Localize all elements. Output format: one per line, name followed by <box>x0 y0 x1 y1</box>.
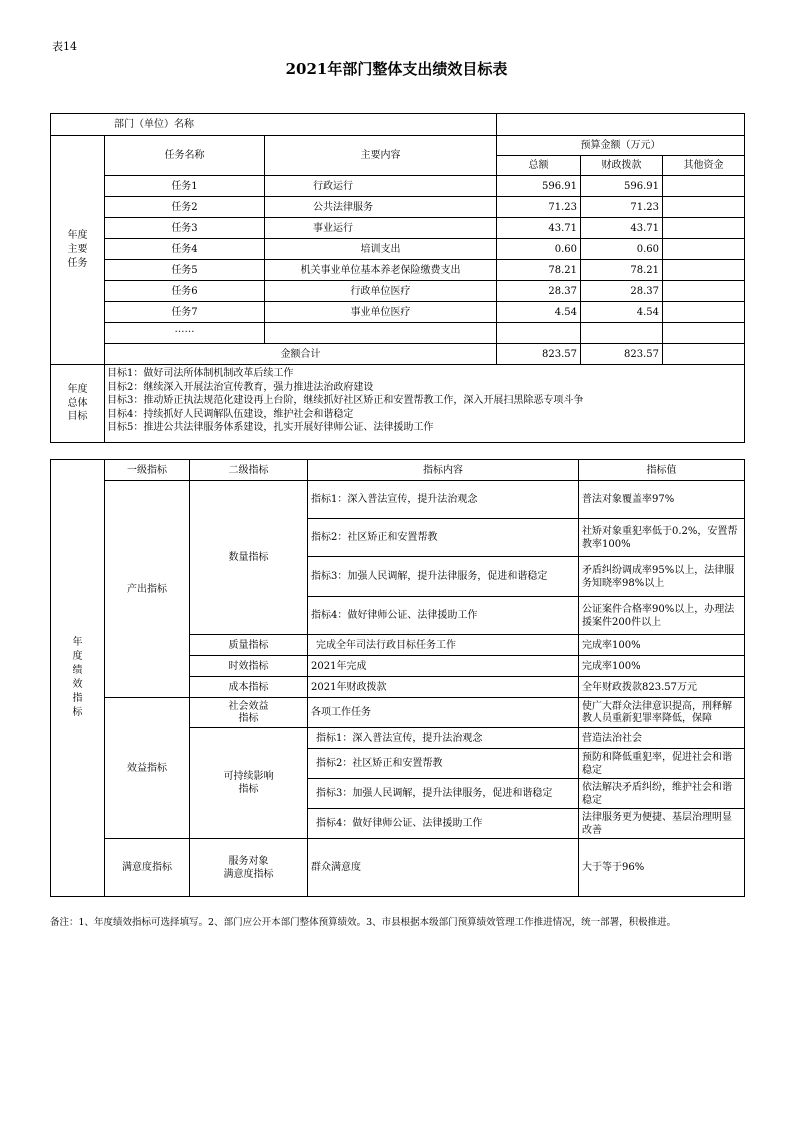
task-other <box>663 218 745 239</box>
indicator-value: 矛盾纠纷调成率95%以上，法律服务知晓率98%以上 <box>579 557 745 597</box>
time-content: 2021年完成 <box>308 656 579 677</box>
goal-item: 目标2：继续深入开展法治宣传教育，强力推进法治政府建设 <box>107 381 374 393</box>
task-fiscal: 4.54 <box>581 302 663 323</box>
tasks-table <box>50 113 745 443</box>
task-row <box>51 176 745 197</box>
cost-value: 全年财政拨款823.57万元 <box>579 677 745 698</box>
perf-label: 年 度 绩 效 指 标 <box>51 460 105 897</box>
indicator-content: 指标4：做好律师公证、法律援助工作 <box>308 809 579 839</box>
sum-fiscal: 823.57 <box>581 344 663 365</box>
perf-col1-header: 一级指标 <box>105 460 190 481</box>
indicator-value: 法律服务更为便捷、基层治理明显改善 <box>579 809 745 839</box>
budget-total-header: 总额 <box>497 156 581 176</box>
task-total: 78.21 <box>497 260 581 281</box>
quality-value: 完成率100% <box>579 635 745 656</box>
task-fiscal: 0.60 <box>581 239 663 260</box>
time-value: 完成率100% <box>579 656 745 677</box>
output-label: 产出指标 <box>105 481 190 698</box>
indicator-content: 指标2：社区矫正和安置帮教 <box>308 519 579 557</box>
task-row <box>51 239 745 260</box>
service-label: 服务对象 满意度指标 <box>190 839 308 897</box>
goals-cell <box>105 365 745 443</box>
task-total: 0.60 <box>497 239 581 260</box>
task-row <box>51 218 745 239</box>
goal-item: 目标5：推进公共法律服务体系建设，扎实开展好律师公证、法律援助工作 <box>107 422 434 433</box>
task-name-header: 任务名称 <box>105 136 265 176</box>
indicator-value: 社矫对象重犯率低于0.2%，安置帮教率100% <box>579 519 745 557</box>
task-fiscal: 596.91 <box>581 176 663 197</box>
quality-label: 质量指标 <box>190 635 308 656</box>
social-value: 使广大群众法律意识提高，刑释解教人员重新犯罪率降低，保障 <box>579 698 745 728</box>
task-other <box>663 281 745 302</box>
task-total: 71.23 <box>497 197 581 218</box>
quality-content: 完成全年司法行政目标任务工作 <box>308 635 579 656</box>
perf-col2-header: 二级指标 <box>190 460 308 481</box>
indicator-value: 营造法治社会 <box>579 728 745 749</box>
benefit-label: 效益指标 <box>105 698 190 839</box>
task-row <box>51 302 745 323</box>
satisfaction-content: 群众满意度 <box>308 839 579 897</box>
annual-tasks-label: 年度 主要 任务 <box>51 136 105 365</box>
sum-label: 金额合计 <box>105 344 497 365</box>
table-number: 表14 <box>52 40 77 53</box>
time-label: 时效指标 <box>190 656 308 677</box>
indicator-value: 公证案件合格率90%以上，办理法援案件200件以上 <box>579 597 745 635</box>
task-other <box>663 176 745 197</box>
task-content: 机关事业单位基本养老保险缴费支出 <box>265 260 497 281</box>
task-total: 28.37 <box>497 281 581 302</box>
indicator-content: 指标4：做好律师公证、法律援助工作 <box>308 597 579 635</box>
satisfaction-value: 大于等于96% <box>579 839 745 897</box>
cost-label: 成本指标 <box>190 677 308 698</box>
task-fiscal: 71.23 <box>581 197 663 218</box>
task-fiscal: 28.37 <box>581 281 663 302</box>
task-other <box>663 302 745 323</box>
quantity-label: 数量指标 <box>190 481 308 635</box>
perf-col3-header: 指标内容 <box>308 460 579 481</box>
task-content: 事业单位医疗 <box>265 302 497 323</box>
task-fiscal: 43.71 <box>581 218 663 239</box>
table-row <box>51 839 745 897</box>
page-title: 2021年部门整体支出绩效目标表 <box>285 60 508 78</box>
indicator-content: 指标2：社区矫正和安置帮教 <box>308 749 579 779</box>
task-row <box>51 197 745 218</box>
task-name: 任务7 <box>105 302 265 323</box>
goal-item: 目标3：推动矫正执法规范化建设再上台阶，继续抓好社区矫正和安置帮教工作，深入开展扫黑除恶专项斗争 <box>107 395 584 406</box>
task-fiscal: 78.21 <box>581 260 663 281</box>
budget-header: 预算金额（万元） <box>497 136 745 156</box>
sustain-label: 可持续影响 指标 <box>190 728 308 839</box>
task-content: 公共法律服务 <box>265 197 497 218</box>
budget-other-header: 其他资金 <box>663 156 745 176</box>
task-total: 43.71 <box>497 218 581 239</box>
task-row <box>51 260 745 281</box>
indicator-value: 依法解决矛盾纠纷，维护社会和谐稳定 <box>579 779 745 809</box>
task-total: 596.91 <box>497 176 581 197</box>
dept-value <box>497 114 745 136</box>
goal-item: 目标1：做好司法所体制机制改革后续工作 <box>107 368 294 379</box>
footnote: 备注：1、年度绩效指标可选择填写。2、部门应公开本部门整体预算绩效。3、市县根据本级部门预算绩效管理工作推进情况，统一部署，积极推进。 <box>50 917 677 928</box>
task-name: 任务2 <box>105 197 265 218</box>
budget-fiscal-header: 财政拨款 <box>581 156 663 176</box>
performance-table <box>50 459 745 897</box>
task-name: 任务6 <box>105 281 265 302</box>
indicator-content: 指标3：加强人民调解，提升法律服务，促进和谐稳定 <box>308 779 579 809</box>
cost-content: 2021年财政拨款 <box>308 677 579 698</box>
satisfaction-label: 满意度指标 <box>105 839 190 897</box>
annual-goals-label: 年度 总体 目标 <box>51 365 105 443</box>
table-row <box>51 698 745 728</box>
sum-total: 823.57 <box>497 344 581 365</box>
task-other <box>663 260 745 281</box>
task-content: 行政单位医疗 <box>265 281 497 302</box>
sum-other <box>663 344 745 365</box>
dept-label-cell <box>51 114 497 136</box>
task-content-header: 主要内容 <box>265 136 497 176</box>
task-name: 任务1 <box>105 176 265 197</box>
goal-item: 目标4：持续抓好人民调解队伍建设，维护社会和谐稳定 <box>107 408 354 420</box>
task-content: 事业运行 <box>265 218 497 239</box>
ellipsis: …… <box>105 323 265 344</box>
indicator-value: 普法对象覆盖率97% <box>579 481 745 519</box>
indicator-content: 指标1：深入普法宣传，提升法治观念 <box>308 728 579 749</box>
task-row <box>51 281 745 302</box>
indicator-content: 指标3：加强人民调解，提升法律服务，促进和谐稳定 <box>308 557 579 597</box>
task-total: 4.54 <box>497 302 581 323</box>
task-content: 行政运行 <box>265 176 497 197</box>
indicator-content: 指标1：深入普法宣传，提升法治观念 <box>308 481 579 519</box>
social-label: 社会效益 指标 <box>190 698 308 728</box>
task-name: 任务4 <box>105 239 265 260</box>
task-name: 任务5 <box>105 260 265 281</box>
task-content: 培训支出 <box>265 239 497 260</box>
task-row-ellipsis <box>51 323 745 344</box>
indicator-value: 预防和降低重犯率，促进社会和谐稳定 <box>579 749 745 779</box>
task-name: 任务3 <box>105 218 265 239</box>
table-row <box>51 481 745 519</box>
dept-label: 部门（单位）名称 <box>114 119 194 130</box>
task-other <box>663 197 745 218</box>
social-content: 各项工作任务 <box>308 698 579 728</box>
task-other <box>663 239 745 260</box>
perf-col4-header: 指标值 <box>579 460 745 481</box>
sum-row <box>51 344 745 365</box>
